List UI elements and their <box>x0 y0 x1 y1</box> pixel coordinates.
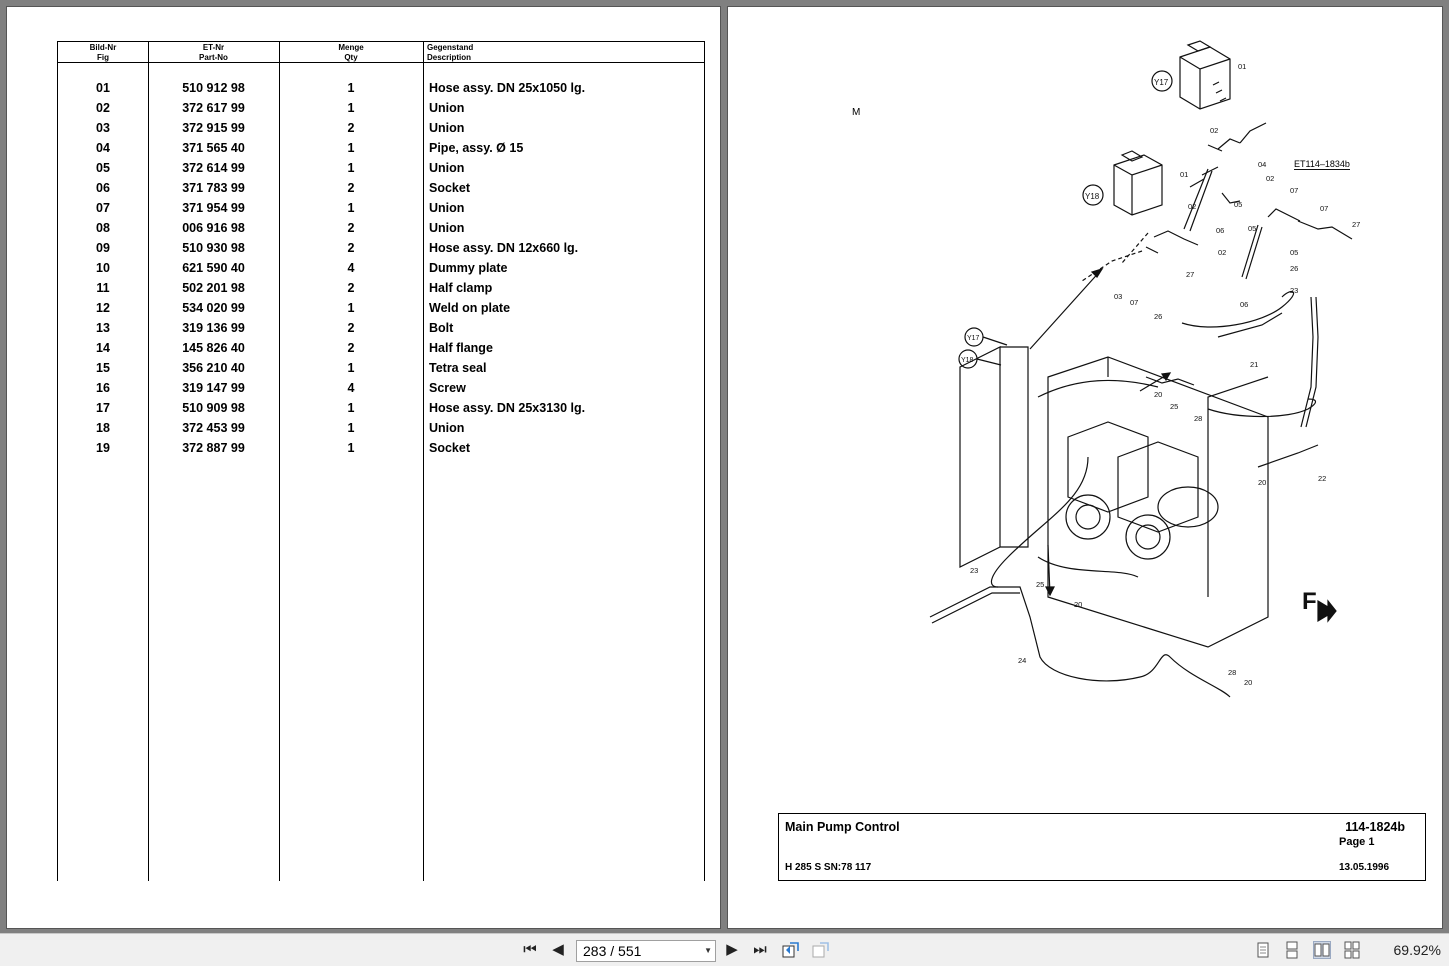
title-block <box>778 813 1426 881</box>
svg-text:06: 06 <box>1240 300 1249 309</box>
table-row <box>58 380 704 400</box>
part-no-cell: 371 954 99 <box>182 201 245 215</box>
svg-text:27: 27 <box>1352 220 1361 229</box>
fig-cell: 19 <box>96 441 110 455</box>
prev-page-icon[interactable]: ◀ <box>552 941 564 958</box>
svg-text:07: 07 <box>1290 186 1299 195</box>
fig-cell: 16 <box>96 381 110 395</box>
parts-rows <box>58 80 704 460</box>
current-page: 283 <box>583 943 607 959</box>
svg-text:05: 05 <box>1248 224 1257 233</box>
part-no-cell: 372 617 99 <box>182 101 245 115</box>
fig-cell: 10 <box>96 261 110 275</box>
qty-cell: 1 <box>347 141 355 155</box>
description-cell: Union <box>429 421 465 435</box>
description-cell: Tetra seal <box>429 361 487 375</box>
table-row <box>58 400 704 420</box>
table-row <box>58 300 704 320</box>
fig-cell: 07 <box>96 201 110 215</box>
fig-cell: 17 <box>96 401 110 415</box>
fig-cell: 12 <box>96 301 110 315</box>
svg-text:25: 25 <box>1170 402 1179 411</box>
svg-text:Y18: Y18 <box>1085 192 1100 201</box>
description-cell: Union <box>429 121 465 135</box>
table-row <box>58 80 704 100</box>
svg-text:02: 02 <box>1218 248 1227 257</box>
description-cell: Union <box>429 201 465 215</box>
table-row <box>58 200 704 220</box>
drawing-number: 114-1824b <box>1345 820 1405 834</box>
drawing-page <box>727 6 1443 929</box>
drawing-date: 13.05.1996 <box>1339 862 1390 873</box>
description-cell: Union <box>429 221 465 235</box>
description-cell: Socket <box>429 441 470 455</box>
description-cell: Half flange <box>429 341 493 355</box>
svg-text:Y17: Y17 <box>967 335 980 342</box>
table-row <box>58 120 704 140</box>
qty-cell: 1 <box>347 81 355 95</box>
description-cell: Screw <box>429 381 466 395</box>
svg-text:Y18: Y18 <box>961 357 974 364</box>
description-cell: Pipe, assy. Ø 15 <box>429 141 524 155</box>
table-row <box>58 140 704 160</box>
drawing-page-label: Page 1 <box>1339 836 1375 848</box>
table-row <box>58 220 704 240</box>
part-no-cell: 510 930 98 <box>182 241 245 255</box>
description-cell: Union <box>429 101 465 115</box>
header-fig: Bild-Nr Fig <box>89 43 117 62</box>
qty-cell: 1 <box>347 361 355 375</box>
page-separator: / <box>610 943 615 959</box>
qty-cell: 1 <box>347 421 355 435</box>
description-cell: Half clamp <box>429 281 493 295</box>
table-row <box>58 160 704 180</box>
qty-cell: 2 <box>347 341 355 355</box>
qty-cell: 4 <box>347 381 355 395</box>
part-no-cell: 502 201 98 <box>182 281 245 295</box>
svg-text:F: F <box>1302 588 1317 615</box>
fig-cell: 04 <box>96 141 110 155</box>
svg-text:25: 25 <box>1036 580 1045 589</box>
svg-text:24: 24 <box>1018 656 1027 665</box>
bottom-toolbar <box>0 933 1449 966</box>
marker-m: M <box>852 107 861 118</box>
part-no-cell: 510 912 98 <box>182 81 245 95</box>
fig-cell: 06 <box>96 181 110 195</box>
table-row <box>58 340 704 360</box>
part-no-cell: 319 147 99 <box>182 381 245 395</box>
part-no-cell: 534 020 99 <box>182 301 245 315</box>
svg-text:20: 20 <box>1258 478 1267 487</box>
valve-y17 <box>1152 41 1230 109</box>
svg-text:02: 02 <box>1188 202 1197 211</box>
qty-cell: 2 <box>347 181 355 195</box>
part-no-cell: 372 915 99 <box>182 121 245 135</box>
table-row <box>58 240 704 260</box>
go-forward-icon[interactable] <box>811 940 831 960</box>
qty-cell: 1 <box>347 161 355 175</box>
total-pages: 551 <box>618 943 642 959</box>
description-cell: Union <box>429 161 465 175</box>
table-row <box>58 440 704 460</box>
chevron-down-icon[interactable]: ▼ <box>704 946 712 955</box>
single-page-view-icon[interactable] <box>1254 941 1272 959</box>
svg-text:06: 06 <box>1216 226 1225 235</box>
two-page-view-icon[interactable] <box>1313 941 1331 959</box>
fig-cell: 03 <box>96 121 110 135</box>
svg-text:23: 23 <box>970 566 979 575</box>
go-back-icon[interactable] <box>781 940 801 960</box>
svg-text:05: 05 <box>1290 248 1299 257</box>
table-row <box>58 320 704 340</box>
pump-housing <box>960 347 1268 647</box>
svg-text:20: 20 <box>1244 678 1253 687</box>
drawing-ref-label: ET114–1834b <box>1294 159 1350 169</box>
svg-text:04: 04 <box>1258 160 1267 169</box>
svg-text:01: 01 <box>1238 62 1247 71</box>
description-cell: Hose assy. DN 25x1050 lg. <box>429 81 586 95</box>
table-row <box>58 180 704 200</box>
fig-cell: 09 <box>96 241 110 255</box>
table-row <box>58 100 704 120</box>
svg-text:07: 07 <box>1320 204 1329 213</box>
svg-text:03: 03 <box>1114 292 1123 301</box>
svg-text:26: 26 <box>1154 312 1163 321</box>
last-page-icon[interactable]: ⏭ <box>753 941 767 958</box>
qty-cell: 1 <box>347 101 355 115</box>
header-description: Gegenstand Description <box>427 43 474 62</box>
fig-cell: 18 <box>96 421 110 435</box>
qty-cell: 2 <box>347 221 355 235</box>
fig-cell: 08 <box>96 221 110 235</box>
description-cell: Weld on plate <box>429 301 511 315</box>
part-no-cell: 372 614 99 <box>182 161 245 175</box>
svg-text:02: 02 <box>1210 126 1219 135</box>
fig-cell: 05 <box>96 161 110 175</box>
description-cell: Hose assy. DN 25x3130 lg. <box>429 401 586 415</box>
part-no-cell: 006 916 98 <box>182 221 245 235</box>
qty-cell: 2 <box>347 321 355 335</box>
header-part-no: ET-Nr Part-No <box>199 43 228 62</box>
description-cell: Bolt <box>429 321 454 335</box>
part-no-cell: 372 887 99 <box>182 441 245 455</box>
part-no-cell: 145 826 40 <box>182 341 245 355</box>
svg-text:20: 20 <box>1154 390 1163 399</box>
part-no-cell: 371 565 40 <box>182 141 245 155</box>
part-no-cell: 510 909 98 <box>182 401 245 415</box>
svg-text:05: 05 <box>1234 200 1243 209</box>
fig-cell: 14 <box>96 341 110 355</box>
part-no-cell: 356 210 40 <box>182 361 245 375</box>
parts-table <box>57 41 705 881</box>
qty-cell: 2 <box>347 281 355 295</box>
part-no-cell: 372 453 99 <box>182 421 245 435</box>
part-no-cell: 319 136 99 <box>182 321 245 335</box>
table-row <box>58 360 704 380</box>
zoom-level[interactable]: 69.92% <box>1393 942 1441 958</box>
part-no-cell: 621 590 40 <box>182 261 245 275</box>
drawing-title: Main Pump Control <box>785 820 900 834</box>
fig-cell: 01 <box>96 81 110 95</box>
valve-y18 <box>1083 151 1162 215</box>
header-qty: Menge Qty <box>338 43 364 62</box>
description-cell: Socket <box>429 181 470 195</box>
machine-model: H 285 S SN:78 117 <box>785 862 872 873</box>
svg-text:26: 26 <box>1290 264 1299 273</box>
first-page-icon[interactable]: ⏮ <box>523 941 537 958</box>
svg-text:28: 28 <box>1228 668 1237 677</box>
fig-cell: 11 <box>96 281 110 295</box>
svg-text:07: 07 <box>1130 298 1139 307</box>
qty-cell: 1 <box>347 301 355 315</box>
fig-cell: 02 <box>96 101 110 115</box>
qty-cell: 1 <box>347 201 355 215</box>
svg-text:27: 27 <box>1186 270 1195 279</box>
description-cell: Dummy plate <box>429 261 508 275</box>
exploded-drawing <box>918 37 1398 737</box>
qty-cell: 4 <box>347 261 355 275</box>
continuous-view-icon[interactable] <box>1283 941 1301 959</box>
table-row <box>58 280 704 300</box>
qty-cell: 1 <box>347 401 355 415</box>
description-cell: Hose assy. DN 12x660 lg. <box>429 241 579 255</box>
parts-list-page <box>6 6 721 929</box>
next-page-icon[interactable]: ▶ <box>726 941 738 958</box>
fig-cell: 13 <box>96 321 110 335</box>
svg-text:23: 23 <box>1290 286 1299 295</box>
part-no-cell: 371 783 99 <box>182 181 245 195</box>
qty-cell: 2 <box>347 121 355 135</box>
fig-cell: 15 <box>96 361 110 375</box>
qty-cell: 1 <box>347 441 355 455</box>
svg-text:28: 28 <box>1194 414 1203 423</box>
page-number-input[interactable] <box>576 940 716 962</box>
continuous-two-page-view-icon[interactable] <box>1343 941 1361 959</box>
svg-text:22: 22 <box>1318 474 1327 483</box>
table-row <box>58 420 704 440</box>
svg-text:21: 21 <box>1250 360 1259 369</box>
svg-text:Y17: Y17 <box>1154 78 1169 87</box>
qty-cell: 2 <box>347 241 355 255</box>
svg-text:20: 20 <box>1074 600 1083 609</box>
svg-text:02: 02 <box>1266 174 1275 183</box>
svg-text:01: 01 <box>1180 170 1189 179</box>
table-row <box>58 260 704 280</box>
